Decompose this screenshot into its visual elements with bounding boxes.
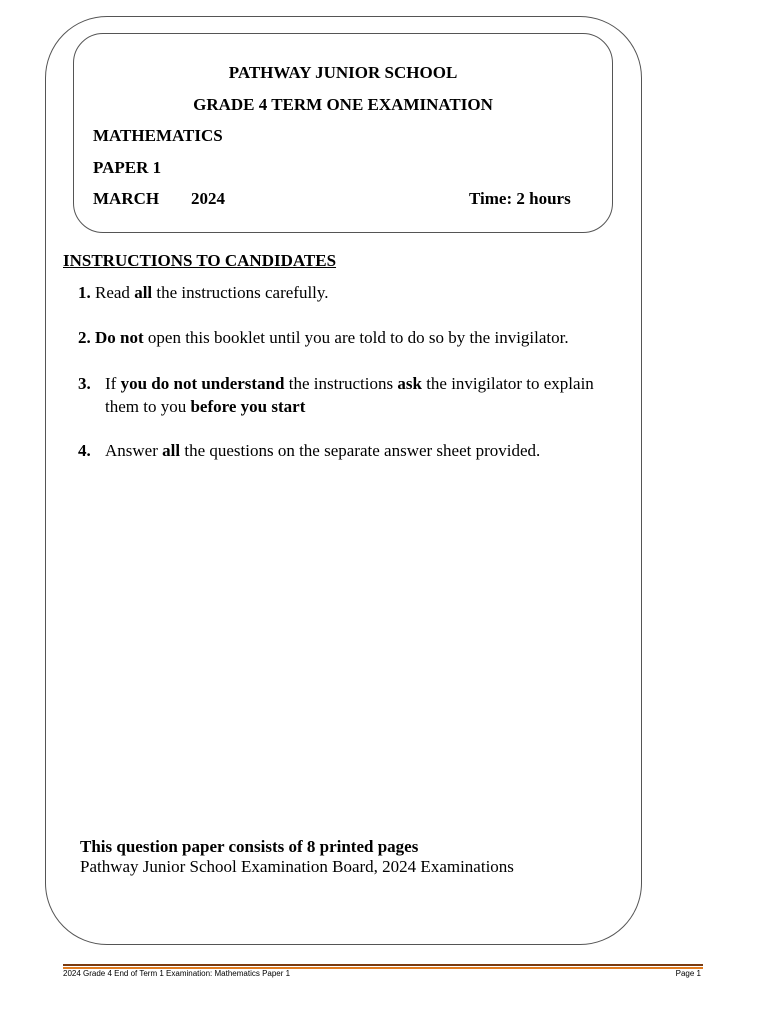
instruction-text: If bbox=[105, 374, 121, 393]
instruction-text: them to you bbox=[105, 397, 191, 416]
instruction-2 bbox=[78, 328, 569, 348]
page-count-note: This question paper consists of 8 printed pages bbox=[80, 837, 419, 856]
page-number: Page 1 bbox=[675, 969, 701, 978]
instruction-emphasis: ask bbox=[397, 374, 422, 393]
school-name: PATHWAY JUNIOR SCHOOL bbox=[228, 63, 458, 82]
instruction-4 bbox=[78, 441, 91, 461]
instruction-emphasis: before you start bbox=[190, 397, 306, 416]
instruction-text: open this booklet until you are told to do so by the invigilator. bbox=[143, 328, 569, 347]
exam-title: GRADE 4 TERM ONE EXAMINATION bbox=[193, 95, 493, 114]
instruction-text: the instructions bbox=[284, 374, 398, 393]
footer-rule-dark bbox=[63, 964, 703, 966]
instruction-number: 2. bbox=[78, 328, 91, 347]
instruction-text: the instructions carefully. bbox=[152, 283, 329, 302]
instruction-number: 1. bbox=[78, 283, 91, 302]
instruction-emphasis: all bbox=[134, 283, 153, 302]
instruction-emphasis: Do not bbox=[95, 328, 144, 347]
exam-year: 2024 bbox=[191, 189, 225, 208]
instruction-text: Read bbox=[95, 283, 135, 302]
instruction-text: the questions on the separate answer sheet provided. bbox=[180, 441, 541, 460]
instruction-3-line-1 bbox=[105, 374, 594, 394]
instruction-1 bbox=[78, 283, 329, 303]
instruction-3-line-2 bbox=[105, 397, 305, 417]
footer-title: 2024 Grade 4 End of Term 1 Examination: Mathematics Paper 1 bbox=[63, 969, 291, 978]
instruction-text: Answer bbox=[105, 441, 163, 460]
exam-board-note: Pathway Junior School Examination Board, 2024 Examinations bbox=[80, 857, 514, 876]
instruction-number: 3. bbox=[78, 374, 91, 393]
subject: MATHEMATICS bbox=[93, 126, 223, 145]
exam-duration: Time: 2 hours bbox=[469, 189, 571, 208]
instructions-heading: INSTRUCTIONS TO CANDIDATES bbox=[63, 251, 337, 270]
instruction-4-text bbox=[105, 441, 540, 461]
paper-number: PAPER 1 bbox=[93, 158, 162, 177]
exam-month: MARCH bbox=[93, 189, 160, 208]
instruction-text: the invigilator to explain bbox=[421, 374, 594, 393]
instruction-emphasis: all bbox=[162, 441, 181, 460]
instruction-3 bbox=[78, 374, 91, 394]
instruction-number: 4. bbox=[78, 441, 91, 460]
instruction-emphasis: you do not understand bbox=[120, 374, 285, 393]
